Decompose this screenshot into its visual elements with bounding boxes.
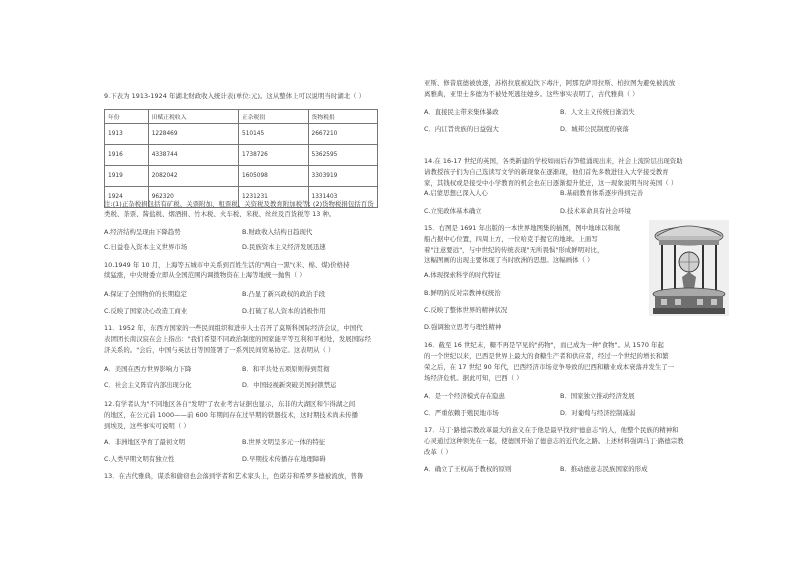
table-cell: 2082042: [148, 166, 238, 187]
q15-option-b[interactable]: B.鲜明的反对宗教神权统治: [424, 289, 501, 297]
q12-option-a[interactable]: A．非洲地区孕育了最初文明: [104, 438, 186, 446]
table-cell: 1738726: [239, 145, 308, 166]
q16-option-a[interactable]: A．是一个经济模式存在隐患: [424, 392, 506, 400]
q13-cont-line-1: 亚斯、修昔底德被放逐，苏格拉底被迫饮下毒汁，阿那克萨哥拉斯、柏拉图为避免被流放: [424, 79, 676, 87]
table-row: [105, 124, 378, 145]
table-header-cell: 田赋正税收入: [148, 110, 238, 124]
q10-option-d[interactable]: D.打破了私人资本的消极作用: [242, 307, 326, 315]
q14-option-b[interactable]: B.基础教育体系逐步得到完善: [560, 189, 644, 197]
q12-line-2: 的地区，在公元前 1000——前 600 年期间存在过早期的铁器技术，这时期技术尚未传播: [104, 411, 359, 419]
q12-line-1: 12.有学者认为"不同地区各自"发明"了农业考古证据也显示，东非的大湖区和乍得湖之间: [104, 400, 356, 408]
table-row: [105, 145, 378, 166]
table-cell: 1916: [105, 145, 149, 166]
q13-option-a[interactable]: A．直接民主带来集体暴政: [424, 108, 499, 116]
q9-option-c[interactable]: C.日益卷入资本主义世界市场: [104, 243, 188, 251]
q11-option-d[interactable]: D．中国轻视新突破美国封锁禁运: [242, 381, 337, 389]
q14-option-c[interactable]: C.立宪政体基本确立: [424, 207, 482, 215]
q16-line-3: 荣之后，在 17 世纪 90 年代，巴西经济市场竞争导致的巴西和糖业成本衰落并发生了一: [424, 363, 675, 371]
q15-line-1: 15．右图是 1691 年出版的一本世界地图集的插图，图中地球以和航: [424, 224, 621, 232]
q13-option-b[interactable]: B．人文主义传统日渐消失: [560, 108, 635, 116]
q9-note-line-1: 注:(1)正杂税捐包括有矿税、关票附加、租票税、关资税及教育附加税等; (2)货物税捐包括百货: [104, 200, 374, 208]
table-row: [105, 166, 378, 187]
q15-option-d[interactable]: D.强调独立思考与理性精神: [424, 323, 502, 331]
q16-option-d[interactable]: D．对葡萄与经济控制减弱: [560, 409, 636, 417]
q9-option-b[interactable]: B.财政收入结构日趋现代: [242, 228, 313, 236]
table-cell: 3303919: [308, 166, 377, 187]
q9-stem: 9.下表为 1913-1924 年湖北财政收入统计表(单位:元)。这从整体上可以说明当时湖北（ ）: [104, 92, 366, 100]
q11-line-1: 11．1952 年，东西方国家的一些民间组织和进步人士召开了莫斯科国际经济会议，中国代: [104, 324, 363, 332]
q14-option-d[interactable]: D.技术革命具有社会环境: [560, 207, 631, 215]
q10-line-2: 续猛涨，中央财委立即从全国范围内调拨物资在上海等地统一抛售（ ）: [104, 271, 306, 279]
q10-line-1: 10.1949 年 10 月，上海等五城市中关系到百姓生活的"两白一黑"(米、棉、煤)价格持: [104, 261, 350, 269]
q17-option-a[interactable]: A．确立了王权高于教权的原则: [424, 465, 512, 473]
q12-option-d[interactable]: D.早期技术传播存在地理障碍: [242, 455, 326, 463]
table-cell: 510145: [239, 124, 308, 145]
q15-line-4: 这幅图画的出现主要体现了当时欧洲的思想。这幅画体（ ）: [424, 256, 594, 264]
q15-line-3: 着"注意要远"，与中世纪的传统表现"无所畏惧"形成鲜明对比，: [424, 246, 604, 254]
q12-option-c[interactable]: C.人类早期文明有独立性: [104, 455, 175, 463]
q11-option-a[interactable]: A．美国在西方世界影响力下降: [104, 365, 192, 373]
q14-line-1: 14.在 16-17 世纪的英国，各类新建的学校如雨后春笋般涌现出来，社会上流阶层出现资助: [424, 157, 683, 165]
q9-option-d[interactable]: D.民族资本主义经济发展迅速: [242, 243, 326, 251]
q10-option-b[interactable]: B.凸显了新兴政权的政治手段: [242, 290, 326, 298]
table-header-cell: 正杂税捐: [239, 110, 308, 124]
q10-option-a[interactable]: A.保证了全国物价的长期稳定: [104, 290, 187, 298]
q16-line-2: 的一个世纪以来，巴西是世界上最大的食糖生产者和供应者，经过一个世纪的增长和繁: [424, 352, 669, 360]
table-cell: 5362595: [308, 145, 377, 166]
globe-pavilion-illustration: [649, 220, 729, 316]
table-cell: 2667210: [308, 124, 377, 145]
q17-line-1: 17．马丁·路德宗教改革最大的意义在于他是最早找到"德意志"的人，他整个民族的精神和: [424, 426, 679, 434]
q11-line-3: 济关系的。"会后，中国与英法日等国签署了一系列民间贸易协定。这表明从（ ）: [104, 346, 335, 354]
q13-option-d[interactable]: D．城邦公民制度的衰落: [560, 125, 629, 133]
q11-option-c[interactable]: C．社会主义阵营内部出现分化: [104, 381, 192, 389]
q16-line-1: 16．截至 16 世纪末，糖不再是罕见的"药物"，而已成为一种"食物"。从 1570 年起: [424, 341, 664, 349]
q15-option-a[interactable]: A.体现探索科学的时代特征: [424, 271, 501, 279]
q14-line-3: 家，其钱权或是接受中小学教育的机会也在日逐渐提升优迁，这一现象说明当时英国（ ）: [424, 179, 678, 187]
table-cell: 962320: [148, 187, 238, 208]
table-cell: 1228469: [148, 124, 238, 145]
table-cell: 1919: [105, 166, 149, 187]
q9-note-line-2: 类税、茶票、酱盐税、烟酒捐、竹木税、火车税、米税、丝丝及百货税等 13 种。: [104, 210, 336, 218]
q17-line-2: 心灵通过这种领先在一起，使德国开始了德意志的近代化之路。上述材料强调马丁·路德宗教: [424, 437, 684, 445]
q9-option-a[interactable]: A.经济结构呈现由下降趋势: [104, 228, 181, 236]
q16-option-b[interactable]: B．国家独立推动经济发展: [560, 392, 635, 400]
q13-line-1: 13．在古代雅典，谋杀和偷窃也会落到学者和艺术家头上，色诺芬和希罗多德被流放，普鲁: [104, 472, 364, 480]
q11-option-b[interactable]: B．和平共处五项原则得到贯彻: [242, 365, 330, 373]
q13-option-c[interactable]: C．内讧旨贵族的日益强大: [424, 125, 499, 133]
table-cell: 1924: [105, 187, 149, 208]
table-cell: 4338744: [148, 145, 238, 166]
q16-line-4: 场经济危机。据此可知，巴西（ ）: [424, 374, 523, 382]
q12-option-b[interactable]: B.世界文明呈多元一体的特征: [242, 438, 326, 446]
q12-line-3: 到埃及，这些事实可说明（ ）: [104, 422, 190, 430]
q11-line-2: 表团团长南汉宸在会上指出："我们希望不同政治制度的国家能平等互利和平相处，发展国际经: [104, 335, 372, 343]
table-cell: 1331403: [308, 187, 377, 208]
table-header-cell: 货物税捐: [308, 110, 377, 124]
q14-option-a[interactable]: A.启蒙思想已深入人心: [424, 189, 488, 197]
q16-option-c[interactable]: C．严重依赖于殖民地市场: [424, 409, 499, 417]
revenue-table: [104, 109, 378, 208]
q15-option-c[interactable]: C.反映了整体世界的精神状况: [424, 306, 508, 314]
q17-option-b[interactable]: B．推动德意志民族国家的形成: [560, 465, 648, 473]
table-cell: 1913: [105, 124, 149, 145]
q10-option-c[interactable]: C.反映了国家决心改造工商业: [104, 307, 188, 315]
q14-line-2: 请教授孩子们为自己选读写文学的新现象在逐渐现，他们首先多数进往入大学接受教育: [424, 168, 669, 176]
q13-cont-line-2: 离雅典，亚里士多德为不被处死逃往她乡。这些事实表明了，古代雅典（ ）: [424, 90, 639, 98]
table-header-row: [105, 110, 378, 124]
q17-line-3: 改革（ ）: [424, 448, 452, 456]
table-cell: 1231231: [239, 187, 308, 208]
table-cell: 1605098: [239, 166, 308, 187]
q15-line-2: 船占据中心位置，四周上方，一位哈克手握它的地球。上面写: [424, 235, 598, 243]
table-header-cell: 年份: [105, 110, 149, 124]
